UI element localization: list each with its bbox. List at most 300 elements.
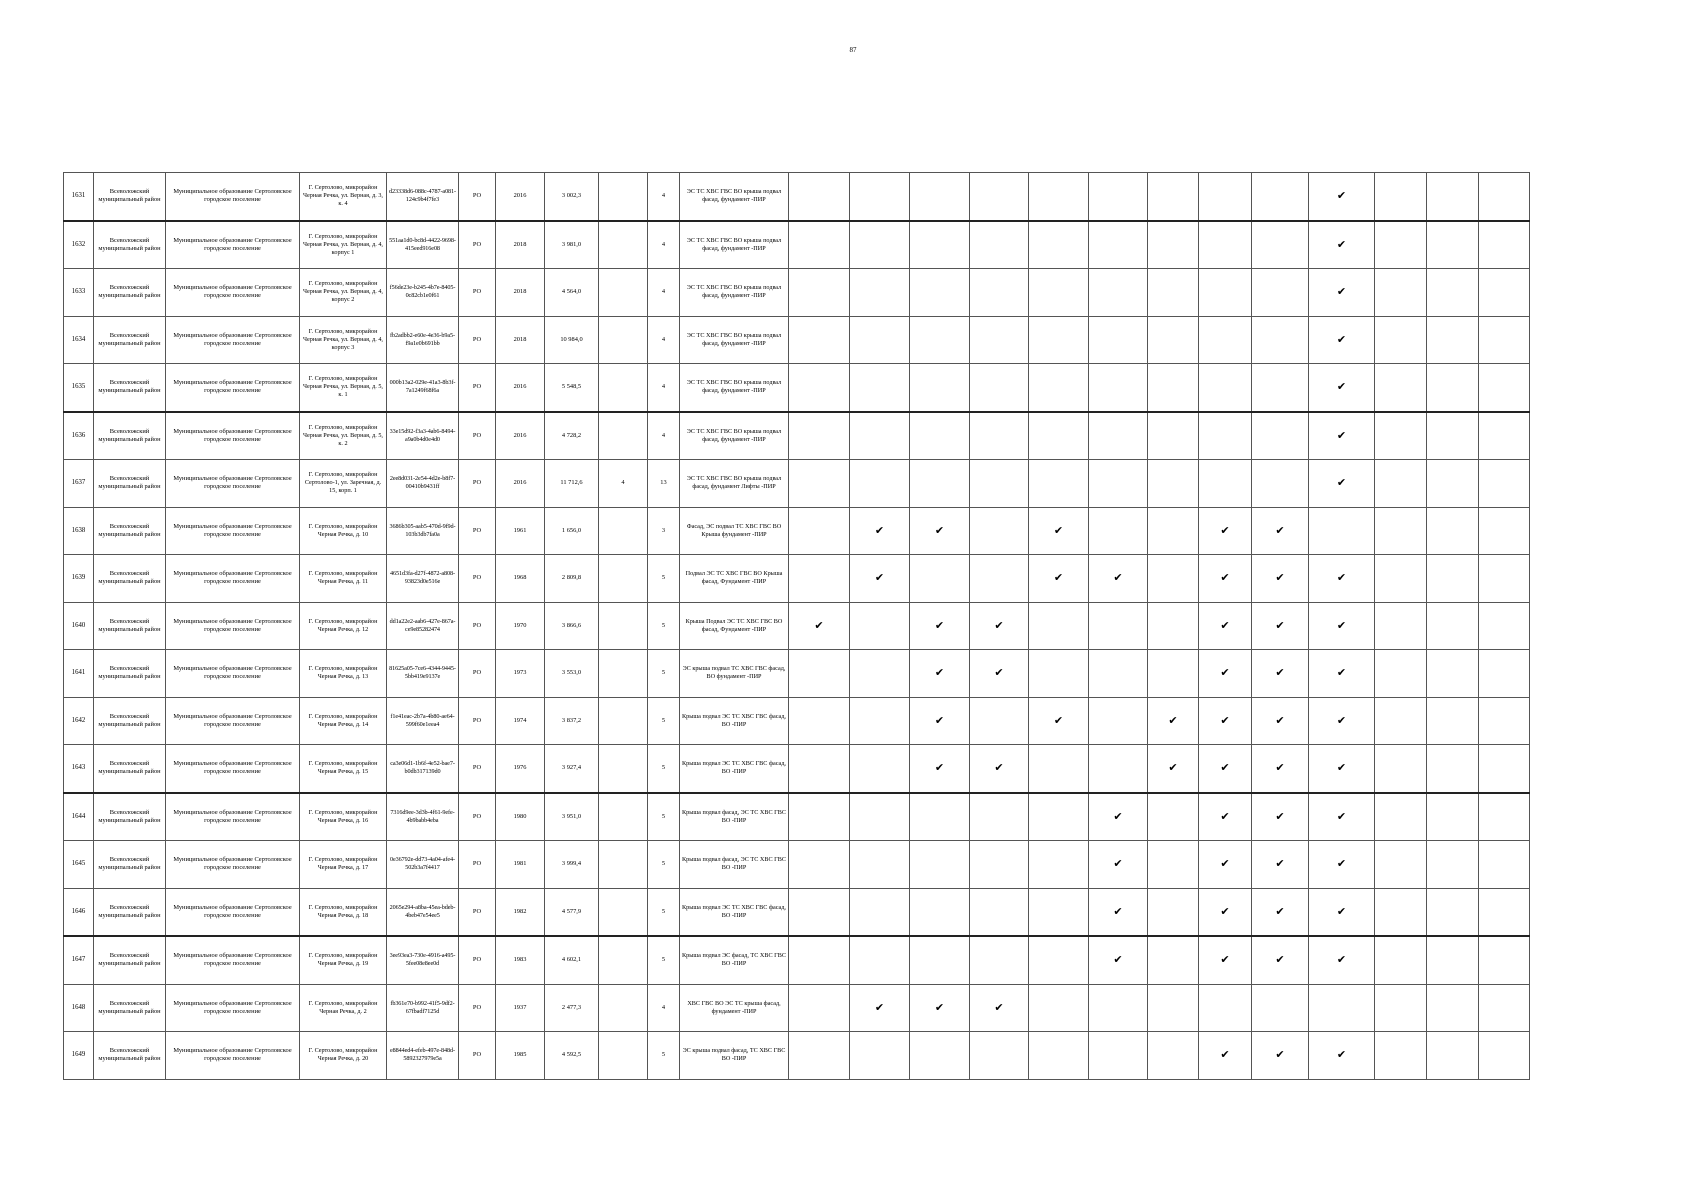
work-type-check-cell-3 (910, 602, 970, 650)
work-type-check-cell-6 (1089, 460, 1148, 508)
area-cell: 4 592,5 (545, 1032, 599, 1080)
work-type-check-cell-12 (1427, 316, 1479, 364)
work-type-check-cell-10 (1309, 221, 1375, 269)
work-type-check-cell-2 (850, 697, 910, 745)
municipality-cell: Муниципальное образование Сертоловское городское поселение (166, 555, 300, 603)
work-type-check-cell-6 (1089, 697, 1148, 745)
checkmark-icon: ✔ (1220, 953, 1230, 967)
floors-cell: 5 (648, 745, 680, 793)
row-number-cell: 1638 (64, 507, 94, 555)
floors-cell: 5 (648, 1032, 680, 1080)
row-number-cell: 1641 (64, 650, 94, 698)
work-type-check-cell-10 (1309, 412, 1375, 460)
district-cell: Всеволожский муниципальный район (94, 697, 166, 745)
checkmark-icon: ✔ (1220, 761, 1230, 775)
work-type-check-cell-12 (1427, 888, 1479, 936)
work-type-check-cell-9 (1252, 936, 1309, 984)
work-type-check-cell-2 (850, 364, 910, 412)
municipality-cell: Муниципальное образование Сертоловское городское поселение (166, 1032, 300, 1080)
table-row (64, 793, 1530, 841)
work-type-check-cell-6 (1089, 793, 1148, 841)
work-type-check-cell-3 (910, 650, 970, 698)
work-type-check-cell-11 (1375, 364, 1427, 412)
work-type-check-cell-11 (1375, 316, 1427, 364)
work-type-check-cell-10 (1309, 555, 1375, 603)
district-cell: Всеволожский муниципальный район (94, 650, 166, 698)
table-row (64, 650, 1530, 698)
floors-cell: 5 (648, 841, 680, 889)
area-cell: 3 837,2 (545, 697, 599, 745)
works-list-cell: ХВС ГВС ВО ЭС ТС крыша фасад, фундамент -ПИР (680, 984, 789, 1032)
work-type-check-cell-10 (1309, 841, 1375, 889)
work-type-check-cell-2 (850, 412, 910, 460)
work-type-check-cell-1 (789, 793, 850, 841)
checkmark-icon: ✔ (1275, 571, 1285, 585)
work-type-check-cell-11 (1375, 936, 1427, 984)
municipality-cell: Муниципальное образование Сертоловское городское поселение (166, 888, 300, 936)
municipality-cell: Муниципальное образование Сертоловское городское поселение (166, 984, 300, 1032)
municipality-cell: Муниципальное образование Сертоловское городское поселение (166, 507, 300, 555)
address-cell: Г. Сертолово, микрорайон Черная Речка, д. 12 (300, 602, 387, 650)
extra-count-cell (599, 888, 648, 936)
district-cell: Всеволожский муниципальный район (94, 602, 166, 650)
district-cell: Всеволожский муниципальный район (94, 412, 166, 460)
table-row (64, 460, 1530, 508)
checkmark-icon: ✔ (1336, 666, 1347, 680)
table-row (64, 412, 1530, 460)
program-cell: РО (459, 507, 496, 555)
work-type-check-cell-3 (910, 269, 970, 317)
work-type-check-cell-13 (1479, 460, 1530, 508)
work-type-check-cell-10 (1309, 602, 1375, 650)
checkmark-icon: ✔ (1053, 523, 1064, 537)
work-type-check-cell-8 (1199, 1032, 1252, 1080)
address-cell: Г. Сертолово, микрорайон Черная Речка, д. 2 (300, 984, 387, 1032)
work-type-check-cell-11 (1375, 984, 1427, 1032)
extra-count-cell (599, 697, 648, 745)
area-cell: 10 984,0 (545, 316, 599, 364)
work-type-check-cell-4 (970, 936, 1029, 984)
program-cell: РО (459, 412, 496, 460)
work-type-check-cell-11 (1375, 412, 1427, 460)
work-type-check-cell-5 (1029, 650, 1089, 698)
work-type-check-cell-10 (1309, 316, 1375, 364)
building-code-cell: 7316d9ee-3d3b-4f61-9efe-4b9babb4eba (387, 793, 459, 841)
work-type-check-cell-12 (1427, 555, 1479, 603)
checkmark-icon: ✔ (1220, 571, 1230, 585)
area-cell: 1 656,0 (545, 507, 599, 555)
floors-cell: 5 (648, 793, 680, 841)
work-type-check-cell-7 (1148, 745, 1199, 793)
table-row (64, 841, 1530, 889)
work-type-check-cell-12 (1427, 460, 1479, 508)
program-cell: РО (459, 841, 496, 889)
work-type-check-cell-9 (1252, 269, 1309, 317)
work-type-check-cell-4 (970, 221, 1029, 269)
floors-cell: 5 (648, 697, 680, 745)
work-type-check-cell-6 (1089, 173, 1148, 221)
work-type-check-cell-11 (1375, 555, 1427, 603)
work-type-check-cell-1 (789, 697, 850, 745)
year-cell: 2016 (496, 173, 545, 221)
work-type-check-cell-13 (1479, 555, 1530, 603)
work-type-check-cell-10 (1309, 984, 1375, 1032)
work-type-check-cell-13 (1479, 507, 1530, 555)
floors-cell: 5 (648, 888, 680, 936)
work-type-check-cell-10 (1309, 936, 1375, 984)
work-type-check-cell-8 (1199, 221, 1252, 269)
work-type-check-cell-3 (910, 793, 970, 841)
work-type-check-cell-1 (789, 936, 850, 984)
work-type-check-cell-3 (910, 555, 970, 603)
checkmark-icon: ✔ (1336, 713, 1347, 727)
floors-cell: 4 (648, 221, 680, 269)
work-type-check-cell-11 (1375, 793, 1427, 841)
program-cell: РО (459, 793, 496, 841)
work-type-check-cell-5 (1029, 745, 1089, 793)
checkmark-icon: ✔ (1113, 904, 1123, 918)
work-type-check-cell-9 (1252, 507, 1309, 555)
district-cell: Всеволожский муниципальный район (94, 793, 166, 841)
district-cell: Всеволожский муниципальный район (94, 460, 166, 508)
works-list-cell: Подвал ЭС ТС ХВС ГВС ВО Крыша фасад, Фундамент -ПИР (680, 555, 789, 603)
work-type-check-cell-11 (1375, 269, 1427, 317)
checkmark-icon: ✔ (1220, 713, 1230, 727)
year-cell: 1983 (496, 936, 545, 984)
work-type-check-cell-6 (1089, 650, 1148, 698)
work-type-check-cell-13 (1479, 221, 1530, 269)
checkmark-icon: ✔ (814, 618, 824, 632)
work-type-check-cell-3 (910, 316, 970, 364)
work-type-check-cell-11 (1375, 745, 1427, 793)
work-type-check-cell-13 (1479, 364, 1530, 412)
checkmark-icon: ✔ (1220, 618, 1230, 632)
work-type-check-cell-4 (970, 984, 1029, 1032)
works-list-cell: Крыша подвал фасад, ЭС ТС ХВС ГВС ВО -ПИР (680, 841, 789, 889)
checkmark-icon: ✔ (994, 618, 1004, 632)
building-code-cell: d23338d6-088c-4787-a081-124c9b4f7fe3 (387, 173, 459, 221)
work-type-check-cell-8 (1199, 173, 1252, 221)
work-type-check-cell-9 (1252, 888, 1309, 936)
work-type-check-cell-13 (1479, 888, 1530, 936)
work-type-check-cell-12 (1427, 412, 1479, 460)
work-type-check-cell-9 (1252, 412, 1309, 460)
building-code-cell: 3686b305-aab5-470d-9f9d-103b3db7fa0a (387, 507, 459, 555)
checkmark-icon: ✔ (1336, 761, 1347, 775)
works-list-cell: ЭС ТС ХВС ГВС ВО крыша подвал фасад, фундамент -ПИР (680, 173, 789, 221)
work-type-check-cell-6 (1089, 888, 1148, 936)
work-type-check-cell-1 (789, 650, 850, 698)
floors-cell: 4 (648, 173, 680, 221)
municipality-cell: Муниципальное образование Сертоловское городское поселение (166, 269, 300, 317)
work-type-check-cell-4 (970, 316, 1029, 364)
building-code-cell: 2ee8d031-2e54-4d2e-b8f7-00410b9431ff (387, 460, 459, 508)
work-type-check-cell-4 (970, 888, 1029, 936)
extra-count-cell (599, 793, 648, 841)
floors-cell: 4 (648, 364, 680, 412)
works-list-cell: ЭС ТС ХВС ГВС ВО крыша подвал фасад, фундамент Лифты -ПИР (680, 460, 789, 508)
work-type-check-cell-7 (1148, 984, 1199, 1032)
work-type-check-cell-3 (910, 936, 970, 984)
checkmark-icon: ✔ (1336, 809, 1347, 823)
work-type-check-cell-4 (970, 173, 1029, 221)
program-cell: РО (459, 269, 496, 317)
checkmark-icon: ✔ (994, 1000, 1004, 1014)
district-cell: Всеволожский муниципальный район (94, 221, 166, 269)
work-type-check-cell-6 (1089, 507, 1148, 555)
extra-count-cell (599, 841, 648, 889)
work-type-check-cell-11 (1375, 507, 1427, 555)
work-type-check-cell-5 (1029, 316, 1089, 364)
work-type-check-cell-1 (789, 316, 850, 364)
work-type-check-cell-13 (1479, 841, 1530, 889)
work-type-check-cell-9 (1252, 841, 1309, 889)
work-type-check-cell-8 (1199, 316, 1252, 364)
work-type-check-cell-6 (1089, 602, 1148, 650)
work-type-check-cell-3 (910, 888, 970, 936)
work-type-check-cell-9 (1252, 555, 1309, 603)
row-number-cell: 1639 (64, 555, 94, 603)
work-type-check-cell-1 (789, 460, 850, 508)
table-row (64, 221, 1530, 269)
works-list-cell: Фасад, ЭС подвал ТС ХВС ГВС ВО Крыша фундамент -ПИР (680, 507, 789, 555)
work-type-check-cell-13 (1479, 650, 1530, 698)
address-cell: Г. Сертолово, микрорайон Черная Речка, д. 18 (300, 888, 387, 936)
work-type-check-cell-3 (910, 460, 970, 508)
work-type-check-cell-1 (789, 984, 850, 1032)
work-type-check-cell-11 (1375, 650, 1427, 698)
building-code-cell: 3ee93ea3-730e-4916-a495-5fee08e8ee0d (387, 936, 459, 984)
work-type-check-cell-2 (850, 460, 910, 508)
work-type-check-cell-4 (970, 697, 1029, 745)
extra-count-cell (599, 269, 648, 317)
row-number-cell: 1634 (64, 316, 94, 364)
work-type-check-cell-13 (1479, 793, 1530, 841)
building-code-cell: ca3e06d1-1b6f-4e52-bae7-b0db317139d0 (387, 745, 459, 793)
area-cell: 4 728,2 (545, 412, 599, 460)
checkmark-icon: ✔ (874, 523, 885, 537)
district-cell: Всеволожский муниципальный район (94, 841, 166, 889)
row-number-cell: 1643 (64, 745, 94, 793)
municipality-cell: Муниципальное образование Сертоловское городское поселение (166, 173, 300, 221)
area-cell: 3 999,4 (545, 841, 599, 889)
work-type-check-cell-6 (1089, 984, 1148, 1032)
work-type-check-cell-11 (1375, 1032, 1427, 1080)
work-type-check-cell-12 (1427, 602, 1479, 650)
checkmark-icon: ✔ (1275, 1048, 1285, 1062)
work-type-check-cell-5 (1029, 793, 1089, 841)
work-type-check-cell-8 (1199, 650, 1252, 698)
municipality-cell: Муниципальное образование Сертоловское городское поселение (166, 460, 300, 508)
work-type-check-cell-7 (1148, 507, 1199, 555)
table-row (64, 316, 1530, 364)
work-type-check-cell-5 (1029, 936, 1089, 984)
extra-count-cell (599, 173, 648, 221)
work-type-check-cell-9 (1252, 745, 1309, 793)
checkmark-icon: ✔ (1275, 523, 1285, 537)
year-cell: 1980 (496, 793, 545, 841)
year-cell: 2018 (496, 316, 545, 364)
work-type-check-cell-2 (850, 173, 910, 221)
work-type-check-cell-5 (1029, 460, 1089, 508)
work-type-check-cell-7 (1148, 221, 1199, 269)
work-type-check-cell-13 (1479, 602, 1530, 650)
work-type-check-cell-9 (1252, 173, 1309, 221)
checkmark-icon: ✔ (1275, 761, 1285, 775)
extra-count-cell (599, 316, 648, 364)
year-cell: 1961 (496, 507, 545, 555)
year-cell: 2016 (496, 460, 545, 508)
table-row (64, 555, 1530, 603)
work-type-check-cell-2 (850, 602, 910, 650)
works-list-cell: Крыша подвал фасад, ЭС ТС ХВС ГВС ВО -ПИР (680, 793, 789, 841)
floors-cell: 5 (648, 555, 680, 603)
checkmark-icon: ✔ (1336, 428, 1347, 442)
work-type-check-cell-12 (1427, 1032, 1479, 1080)
floors-cell: 4 (648, 269, 680, 317)
address-cell: Г. Сертолово, микрорайон Черная Речка, ул. Верная, д. 5, к. 1 (300, 364, 387, 412)
work-type-check-cell-2 (850, 650, 910, 698)
work-type-check-cell-1 (789, 555, 850, 603)
area-cell: 2 477,3 (545, 984, 599, 1032)
work-type-check-cell-5 (1029, 888, 1089, 936)
work-type-check-cell-6 (1089, 412, 1148, 460)
work-type-check-cell-8 (1199, 936, 1252, 984)
checkmark-icon: ✔ (994, 666, 1004, 680)
work-type-check-cell-7 (1148, 793, 1199, 841)
floors-cell: 5 (648, 936, 680, 984)
municipality-cell: Муниципальное образование Сертоловское городское поселение (166, 602, 300, 650)
work-type-check-cell-4 (970, 269, 1029, 317)
work-type-check-cell-7 (1148, 650, 1199, 698)
year-cell: 2016 (496, 364, 545, 412)
program-cell: РО (459, 364, 496, 412)
municipality-cell: Муниципальное образование Сертоловское городское поселение (166, 793, 300, 841)
work-type-check-cell-2 (850, 984, 910, 1032)
row-number-cell: 1646 (64, 888, 94, 936)
table-row (64, 173, 1530, 221)
work-type-check-cell-2 (850, 888, 910, 936)
checkmark-icon: ✔ (1336, 618, 1347, 632)
work-type-check-cell-4 (970, 602, 1029, 650)
housing-registry-table (63, 172, 1530, 1080)
area-cell: 4 564,0 (545, 269, 599, 317)
address-cell: Г. Сертолово, микрорайон Черная Речка, д. 15 (300, 745, 387, 793)
address-cell: Г. Сертолово, микрорайон Черная Речка, д. 20 (300, 1032, 387, 1080)
checkmark-icon: ✔ (1053, 713, 1064, 727)
works-list-cell: ЭС ТС ХВС ГВС ВО крыша подвал фасад, фундамент -ПИР (680, 412, 789, 460)
work-type-check-cell-11 (1375, 173, 1427, 221)
work-type-check-cell-3 (910, 221, 970, 269)
work-type-check-cell-11 (1375, 888, 1427, 936)
checkmark-icon: ✔ (1275, 904, 1285, 918)
work-type-check-cell-5 (1029, 1032, 1089, 1080)
checkmark-icon: ✔ (1220, 809, 1230, 823)
work-type-check-cell-7 (1148, 602, 1199, 650)
work-type-check-cell-1 (789, 888, 850, 936)
work-type-check-cell-6 (1089, 269, 1148, 317)
municipality-cell: Муниципальное образование Сертоловское городское поселение (166, 841, 300, 889)
work-type-check-cell-4 (970, 841, 1029, 889)
works-list-cell: ЭС ТС ХВС ГВС ВО крыша подвал фасад, фундамент -ПИР (680, 221, 789, 269)
municipality-cell: Муниципальное образование Сертоловское городское поселение (166, 221, 300, 269)
work-type-check-cell-6 (1089, 221, 1148, 269)
year-cell: 2016 (496, 412, 545, 460)
work-type-check-cell-8 (1199, 507, 1252, 555)
work-type-check-cell-5 (1029, 602, 1089, 650)
address-cell: Г. Сертолово, микрорайон Черная Речка, ул. Верная, д. 5, к. 2 (300, 412, 387, 460)
work-type-check-cell-12 (1427, 793, 1479, 841)
work-type-check-cell-6 (1089, 364, 1148, 412)
checkmark-icon: ✔ (1053, 571, 1064, 585)
work-type-check-cell-8 (1199, 412, 1252, 460)
area-cell: 11 712,6 (545, 460, 599, 508)
work-type-check-cell-8 (1199, 697, 1252, 745)
checkmark-icon: ✔ (1275, 666, 1285, 680)
floors-cell: 4 (648, 984, 680, 1032)
work-type-check-cell-6 (1089, 555, 1148, 603)
program-cell: РО (459, 602, 496, 650)
work-type-check-cell-7 (1148, 936, 1199, 984)
table-row (64, 364, 1530, 412)
row-number-cell: 1642 (64, 697, 94, 745)
extra-count-cell (599, 602, 648, 650)
work-type-check-cell-4 (970, 460, 1029, 508)
work-type-check-cell-4 (970, 745, 1029, 793)
work-type-check-cell-2 (850, 269, 910, 317)
work-type-check-cell-9 (1252, 984, 1309, 1032)
checkmark-icon: ✔ (1168, 713, 1178, 727)
building-code-cell: 0e36792e-dd73-4a04-afe4-502b3a7f4417 (387, 841, 459, 889)
checkmark-icon: ✔ (874, 1000, 885, 1014)
program-cell: РО (459, 697, 496, 745)
work-type-check-cell-5 (1029, 173, 1089, 221)
checkmark-icon: ✔ (1275, 953, 1285, 967)
work-type-check-cell-1 (789, 269, 850, 317)
work-type-check-cell-5 (1029, 412, 1089, 460)
address-cell: Г. Сертолово, микрорайон Черная Речка, д. 19 (300, 936, 387, 984)
address-cell: Г. Сертолово, микрорайон Черная Речка, ул. Верная, д. 4, корпус 1 (300, 221, 387, 269)
work-type-check-cell-3 (910, 1032, 970, 1080)
row-number-cell: 1632 (64, 221, 94, 269)
program-cell: РО (459, 1032, 496, 1080)
works-list-cell: ЭС ТС ХВС ГВС ВО крыша подвал фасад, фундамент -ПИР (680, 269, 789, 317)
work-type-check-cell-4 (970, 555, 1029, 603)
work-type-check-cell-9 (1252, 697, 1309, 745)
work-type-check-cell-9 (1252, 221, 1309, 269)
municipality-cell: Муниципальное образование Сертоловское городское поселение (166, 412, 300, 460)
program-cell: РО (459, 173, 496, 221)
building-code-cell: f56de23e-b245-4b7e-8405-0c82cb1e0f61 (387, 269, 459, 317)
floors-cell: 4 (648, 316, 680, 364)
work-type-check-cell-9 (1252, 602, 1309, 650)
checkmark-icon: ✔ (1336, 332, 1347, 346)
extra-count-cell: 4 (599, 460, 648, 508)
work-type-check-cell-3 (910, 412, 970, 460)
work-type-check-cell-12 (1427, 936, 1479, 984)
work-type-check-cell-11 (1375, 697, 1427, 745)
work-type-check-cell-10 (1309, 269, 1375, 317)
work-type-check-cell-5 (1029, 364, 1089, 412)
work-type-check-cell-9 (1252, 460, 1309, 508)
work-type-check-cell-11 (1375, 841, 1427, 889)
work-type-check-cell-5 (1029, 841, 1089, 889)
page-number: 87 (849, 46, 857, 54)
district-cell: Всеволожский муниципальный район (94, 888, 166, 936)
municipality-cell: Муниципальное образование Сертоловское городское поселение (166, 364, 300, 412)
district-cell: Всеволожский муниципальный район (94, 936, 166, 984)
work-type-check-cell-9 (1252, 364, 1309, 412)
